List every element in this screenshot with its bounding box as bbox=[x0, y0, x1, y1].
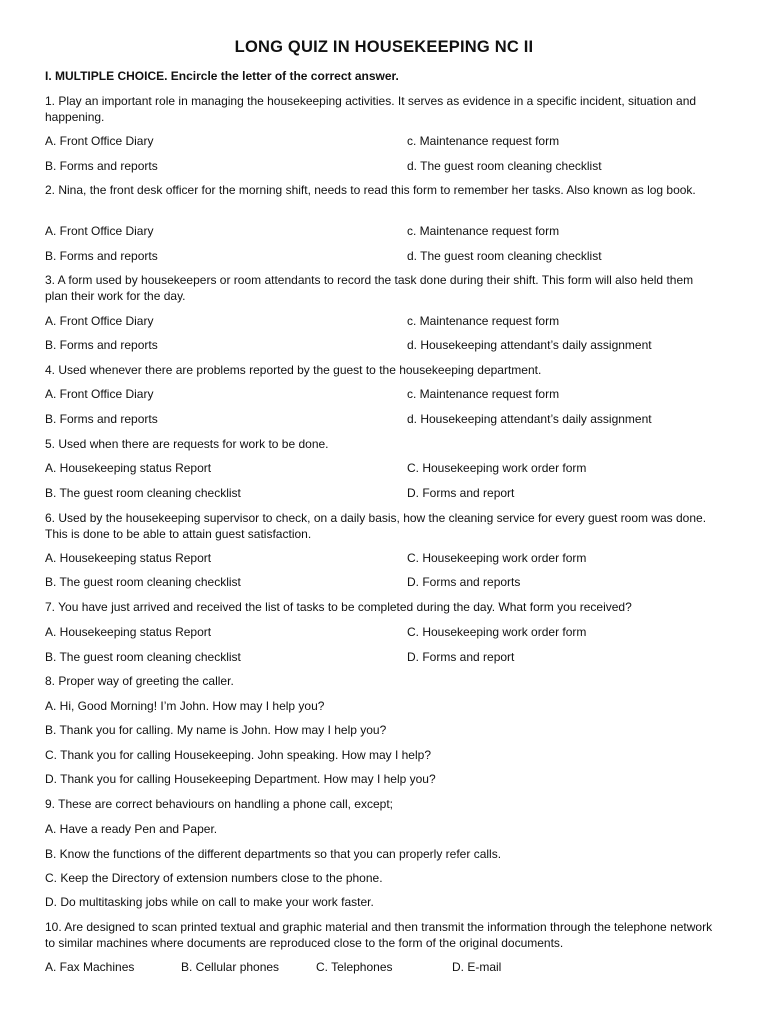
question-7-choice-c: C. Housekeeping work order form bbox=[407, 625, 587, 639]
question-5-text: 5. Used when there are requests for work to be done. bbox=[45, 437, 329, 451]
question-6-choice-d: D. Forms and reports bbox=[407, 575, 521, 589]
question-2-choice-d: d. The guest room cleaning checklist bbox=[407, 249, 602, 263]
question-9-text: 9. These are correct behaviours on handling a phone call, except; bbox=[45, 797, 393, 811]
question-7-choice-d: D. Forms and report bbox=[407, 650, 515, 664]
question-10-choice-b: B. Cellular phones bbox=[181, 960, 280, 974]
question-10-choices-row bbox=[45, 960, 725, 976]
question-8-choice-a: A. Hi, Good Morning! I’m John. How may I help you? bbox=[45, 699, 325, 713]
question-10-choice-a: A. Fax Machines bbox=[45, 960, 135, 974]
question-1-text: 1. Play an important role in managing the housekeeping activities. It serves as evidence in a specific incident, situation and happening. bbox=[45, 94, 697, 124]
question-2-choices-row-2 bbox=[45, 249, 725, 265]
page-title: LONG QUIZ IN HOUSEKEEPING NC II bbox=[234, 38, 534, 56]
question-6-choices-row-1 bbox=[45, 551, 725, 567]
question-4-choices-row-1 bbox=[45, 387, 725, 403]
question-3-choice-a: A. Front Office Diary bbox=[45, 314, 154, 328]
question-5-choice-d: D. Forms and report bbox=[407, 486, 515, 500]
question-7-text: 7. You have just arrived and received the list of tasks to be completed during the day. What form you received? bbox=[45, 600, 632, 614]
question-5-choices-row-2 bbox=[45, 486, 725, 502]
question-10-choice-d: D. E-mail bbox=[452, 960, 502, 974]
question-8-choice-b: B. Thank you for calling. My name is John. How may I help you? bbox=[45, 723, 387, 737]
question-5-choice-c: C. Housekeeping work order form bbox=[407, 461, 587, 475]
question-4-choice-c: c. Maintenance request form bbox=[407, 387, 560, 401]
question-9-choice-b: B. Know the functions of the different departments so that you can properly refer calls. bbox=[45, 847, 502, 861]
instructions: I. MULTIPLE CHOICE. Encircle the letter of the correct answer. bbox=[45, 69, 399, 83]
question-6-choices-row-2 bbox=[45, 575, 725, 591]
question-9-choice-c: C. Keep the Directory of extension numbers close to the phone. bbox=[45, 871, 383, 885]
question-6-text: 6. Used by the housekeeping supervisor to check, on a daily basis, how the cleaning service for every guest room was done. This is done to be able to attain guest satisfaction. bbox=[45, 511, 707, 541]
question-8-choice-c: C. Thank you for calling Housekeeping. John speaking. How may I help? bbox=[45, 748, 431, 762]
question-2-choice-b: B. Forms and reports bbox=[45, 249, 158, 263]
question-6-choice-b: B. The guest room cleaning checklist bbox=[45, 575, 241, 589]
question-10-text: 10. Are designed to scan printed textual and graphic material and then transmit the information through the telephone network to similar machines where documents are reproduced close to the form of the original documents. bbox=[45, 920, 713, 950]
question-3-choices-row-2 bbox=[45, 338, 725, 354]
question-4-choice-a: A. Front Office Diary bbox=[45, 387, 154, 401]
question-7-choice-a: A. Housekeeping status Report bbox=[45, 625, 212, 639]
question-9-choice-d: D. Do multitasking jobs while on call to make your work faster. bbox=[45, 895, 374, 909]
question-1-choices-row-1 bbox=[45, 134, 725, 150]
question-2-choices-row-1 bbox=[45, 224, 725, 240]
question-2-text: 2. Nina, the front desk officer for the morning shift, needs to read this form to remember her tasks. Also known as log book. bbox=[45, 183, 696, 197]
question-1-choice-a: A. Front Office Diary bbox=[45, 134, 154, 148]
question-4-choices-row-2 bbox=[45, 412, 725, 428]
question-8-choice-d: D. Thank you for calling Housekeeping Department. How may I help you? bbox=[45, 772, 436, 786]
question-5-choice-b: B. The guest room cleaning checklist bbox=[45, 486, 241, 500]
question-2-choice-a: A. Front Office Diary bbox=[45, 224, 154, 238]
question-4-choice-d: d. Housekeeping attendant’s daily assignment bbox=[407, 412, 652, 426]
question-5-choice-a: A. Housekeeping status Report bbox=[45, 461, 212, 475]
question-3-choices-row-1 bbox=[45, 314, 725, 330]
question-5-choices-row-1 bbox=[45, 461, 725, 477]
question-10-choice-c: C. Telephones bbox=[316, 960, 393, 974]
question-4-text: 4. Used whenever there are problems reported by the guest to the housekeeping department. bbox=[45, 363, 542, 377]
question-1-choice-c: c. Maintenance request form bbox=[407, 134, 560, 148]
question-3-text: 3. A form used by housekeepers or room attendants to record the task done during their shift. This form will also held them plan their work for the day. bbox=[45, 273, 694, 303]
question-3-choice-b: B. Forms and reports bbox=[45, 338, 158, 352]
question-7-choice-b: B. The guest room cleaning checklist bbox=[45, 650, 241, 664]
question-1-choices-row-2 bbox=[45, 159, 725, 175]
question-3-choice-c: c. Maintenance request form bbox=[407, 314, 560, 328]
question-8-text: 8. Proper way of greeting the caller. bbox=[45, 674, 234, 688]
question-6-choice-a: A. Housekeeping status Report bbox=[45, 551, 212, 565]
question-1-choice-b: B. Forms and reports bbox=[45, 159, 158, 173]
question-6-choice-c: C. Housekeeping work order form bbox=[407, 551, 587, 565]
question-2-choice-c: c. Maintenance request form bbox=[407, 224, 560, 238]
question-9-choice-a: A. Have a ready Pen and Paper. bbox=[45, 822, 218, 836]
question-1-choice-d: d. The guest room cleaning checklist bbox=[407, 159, 602, 173]
question-3-choice-d: d. Housekeeping attendant’s daily assignment bbox=[407, 338, 652, 352]
question-4-choice-b: B. Forms and reports bbox=[45, 412, 158, 426]
question-7-choices-row-2 bbox=[45, 650, 725, 666]
question-7-choices-row-1 bbox=[45, 625, 725, 641]
